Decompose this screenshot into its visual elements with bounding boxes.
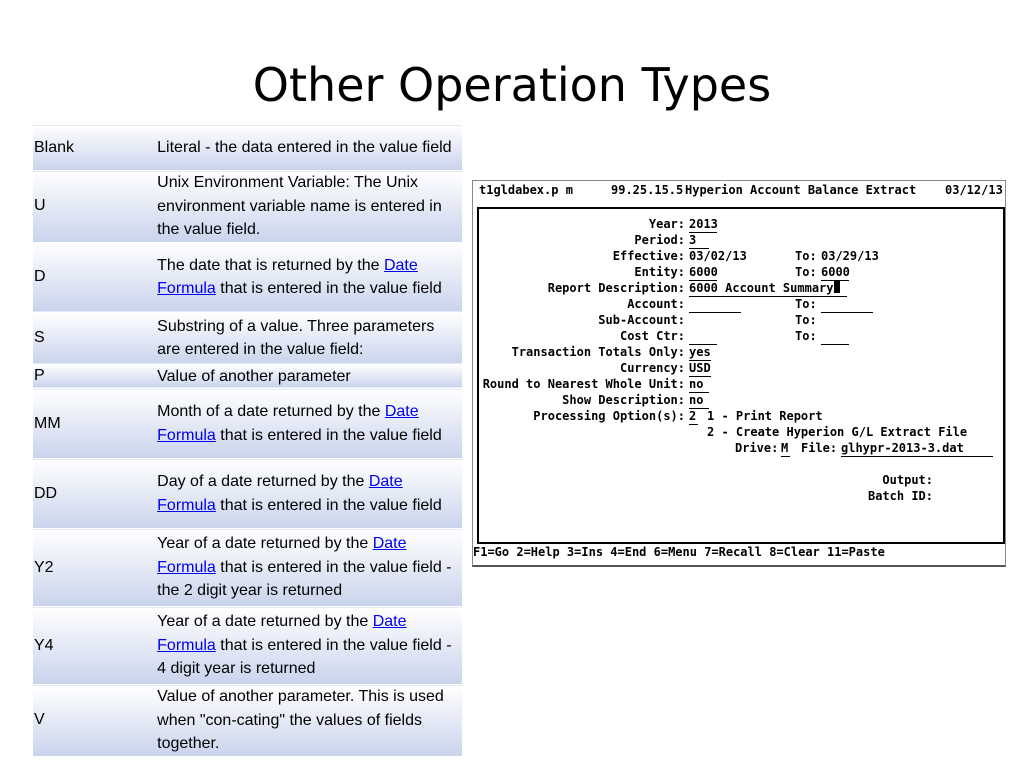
processing-options-label: Processing Option(s): <box>533 409 685 423</box>
terminal-screenshot <box>472 180 1006 567</box>
entity-to-field[interactable]: 6000 <box>821 265 850 279</box>
operation-description <box>157 125 462 171</box>
description-text: that is entered in the value field <box>215 280 442 297</box>
program-name: t1gldabex.p m <box>479 183 573 197</box>
cost-ctr-to-field[interactable] <box>821 329 849 345</box>
description-text: The date that is returned by the <box>157 256 384 274</box>
table-row <box>33 685 462 756</box>
description-text: Year of a date returned by the <box>157 613 373 631</box>
description-text: Substring of a value. Three parameters are entered in the value field: <box>157 317 435 358</box>
table-row <box>33 171 462 243</box>
option-2-text: 2 - Create Hyperion G/L Extract File <box>707 425 968 439</box>
description-text: Day of a date returned by the <box>157 473 369 490</box>
terminal-header <box>479 183 1003 201</box>
cost-ctr-to-label: To: <box>795 329 817 343</box>
entity-to-label: To: <box>795 265 817 279</box>
period-field[interactable]: 3 <box>689 233 709 249</box>
effective-to-label: To: <box>795 249 817 263</box>
date-formula-link[interactable]: Date Formula <box>157 256 418 297</box>
option-1-text: 1 - Print Report <box>707 409 823 423</box>
processing-option-field[interactable]: 2 <box>689 409 697 423</box>
account-from-field[interactable] <box>689 297 741 313</box>
drive-field[interactable]: M <box>781 441 789 455</box>
operation-description <box>157 364 462 389</box>
description-text: Value of another parameter <box>157 367 351 385</box>
text-cursor <box>834 281 840 293</box>
program-version: 99.25.15.5 <box>611 183 684 197</box>
account-to-label: To: <box>795 297 817 311</box>
transaction-totals-field[interactable]: yes <box>689 345 711 359</box>
cost-ctr-label: Cost Ctr: <box>619 329 685 343</box>
sub-account-to-field[interactable] <box>821 313 849 328</box>
operation-code: V <box>33 685 157 756</box>
period-label: Period: <box>634 233 685 247</box>
description-text: Year of a date returned by the <box>157 535 373 553</box>
date-formula-link[interactable]: Date Formula <box>157 535 407 576</box>
operation-code: U <box>33 171 157 243</box>
description-text: that is entered in the value field <box>215 496 442 514</box>
description-text: Value of another parameter. This is used when "con-cating" the values of fields together. <box>157 688 444 752</box>
operation-description <box>157 171 462 243</box>
table-row <box>33 364 462 389</box>
table-row <box>33 242 462 312</box>
slide-title: Other Operation Types <box>252 58 772 112</box>
description-text: Unix Environment Variable: The Unix environment variable name is entered in the value field. <box>157 174 442 238</box>
function-key-bar: F1=Go 2=Help 3=Ins 4=End 6=Menu 7=Recall 8=Clear 11=Paste <box>473 545 885 559</box>
cost-ctr-from-field[interactable] <box>689 329 717 345</box>
table-row <box>33 312 462 364</box>
file-label: File: <box>801 441 838 455</box>
entity-label: Entity: <box>634 265 685 279</box>
report-description-label: Report Description: <box>547 281 685 295</box>
account-label: Account: <box>627 297 685 311</box>
operation-code: DD <box>33 459 157 529</box>
description-text: Month of a date returned by the <box>157 403 385 420</box>
date-formula-link[interactable]: Date Formula <box>157 473 403 514</box>
operation-code: D <box>33 242 157 312</box>
effective-from-field[interactable]: 03/02/13 <box>689 249 747 263</box>
currency-field[interactable]: USD <box>689 361 711 375</box>
operation-types-table <box>33 124 462 756</box>
transaction-totals-label: Transaction Totals Only: <box>511 345 685 359</box>
output-label: Output: <box>882 473 933 487</box>
description-text: that is entered in the value field - 4 digit year is returned <box>157 636 452 678</box>
operation-description <box>157 529 462 607</box>
entity-from-field[interactable]: 6000 <box>689 265 718 279</box>
operation-description <box>157 242 462 312</box>
year-label: Year: <box>648 217 685 231</box>
sub-account-label: Sub-Account: <box>598 313 685 327</box>
date-formula-link[interactable]: Date Formula <box>157 403 419 444</box>
table-row <box>33 459 462 529</box>
table-row <box>33 607 462 685</box>
date-formula-link[interactable]: Date Formula <box>157 613 407 654</box>
effective-to-field[interactable]: 03/29/13 <box>821 249 879 263</box>
file-field[interactable]: glhypr-2013-3.dat <box>841 441 993 457</box>
account-to-field[interactable] <box>821 297 873 313</box>
report-description-field[interactable]: 6000 Account Summary <box>689 281 847 297</box>
screen-title: Hyperion Account Balance Extract <box>685 183 917 197</box>
round-to-nearest-field[interactable]: no <box>689 377 709 393</box>
terminal-form <box>477 207 1005 544</box>
operation-code: Y2 <box>33 529 157 607</box>
operation-code: Blank <box>33 125 157 171</box>
effective-label: Effective: <box>612 249 685 263</box>
show-description-label: Show Description: <box>562 393 685 407</box>
operation-description <box>157 607 462 685</box>
batch-id-label: Batch ID: <box>867 489 933 503</box>
operation-code: Y4 <box>33 607 157 685</box>
currency-label: Currency: <box>619 361 685 375</box>
operation-description <box>157 389 462 459</box>
table-row <box>33 125 462 171</box>
description-text: that is entered in the value field <box>215 426 442 444</box>
operation-description <box>157 685 462 756</box>
description-text: that is entered in the value field - the 2 digit year is returned <box>157 558 452 600</box>
operation-code: S <box>33 312 157 364</box>
show-description-field[interactable]: no <box>689 393 709 409</box>
table-row <box>33 529 462 607</box>
screen-date: 03/12/13 <box>945 183 1003 197</box>
round-to-nearest-label: Round to Nearest Whole Unit: <box>482 377 685 391</box>
year-field[interactable]: 2013 <box>689 217 718 231</box>
operation-description <box>157 459 462 529</box>
operation-code: MM <box>33 389 157 459</box>
description-text: Literal - the data entered in the value field <box>157 138 452 156</box>
drive-label: Drive: <box>735 441 779 455</box>
operation-description <box>157 312 462 364</box>
operation-code: P <box>33 364 157 389</box>
sub-account-to-label: To: <box>795 313 817 327</box>
table-row <box>33 389 462 459</box>
